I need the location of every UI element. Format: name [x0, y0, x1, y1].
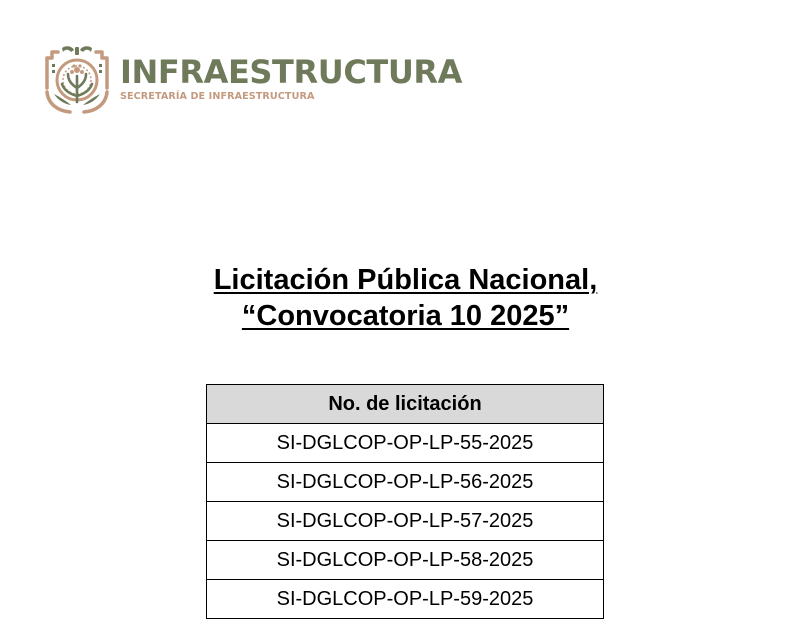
document-title [0, 262, 811, 334]
table-header-cell: No. de licitación [207, 385, 604, 424]
table-row [207, 541, 604, 580]
bid-number-cell: SI-DGLCOP-OP-LP-58-2025 [207, 541, 604, 580]
brand-subtitle: SECRETARÍA DE INFRAESTRUCTURA [120, 91, 315, 102]
bid-number-cell: SI-DGLCOP-OP-LP-57-2025 [207, 502, 604, 541]
title-line-1: Licitación Pública Nacional, [213, 264, 598, 296]
bid-numbers-table [206, 384, 604, 619]
table-header-row [207, 385, 604, 424]
bid-number-cell: SI-DGLCOP-OP-LP-55-2025 [207, 424, 604, 463]
brand-name: INFRAESTRUCTURA [120, 53, 463, 91]
bid-number-cell: SI-DGLCOP-OP-LP-56-2025 [207, 463, 604, 502]
bid-number-cell: SI-DGLCOP-OP-LP-59-2025 [207, 580, 604, 619]
table-row [207, 580, 604, 619]
table-row [207, 463, 604, 502]
brand-block [120, 55, 462, 103]
government-emblem-icon [44, 44, 110, 114]
page-header [44, 43, 462, 115]
table-row [207, 424, 604, 463]
table-row [207, 502, 604, 541]
title-line-2: “Convocatoria 10 2025” [241, 300, 570, 332]
